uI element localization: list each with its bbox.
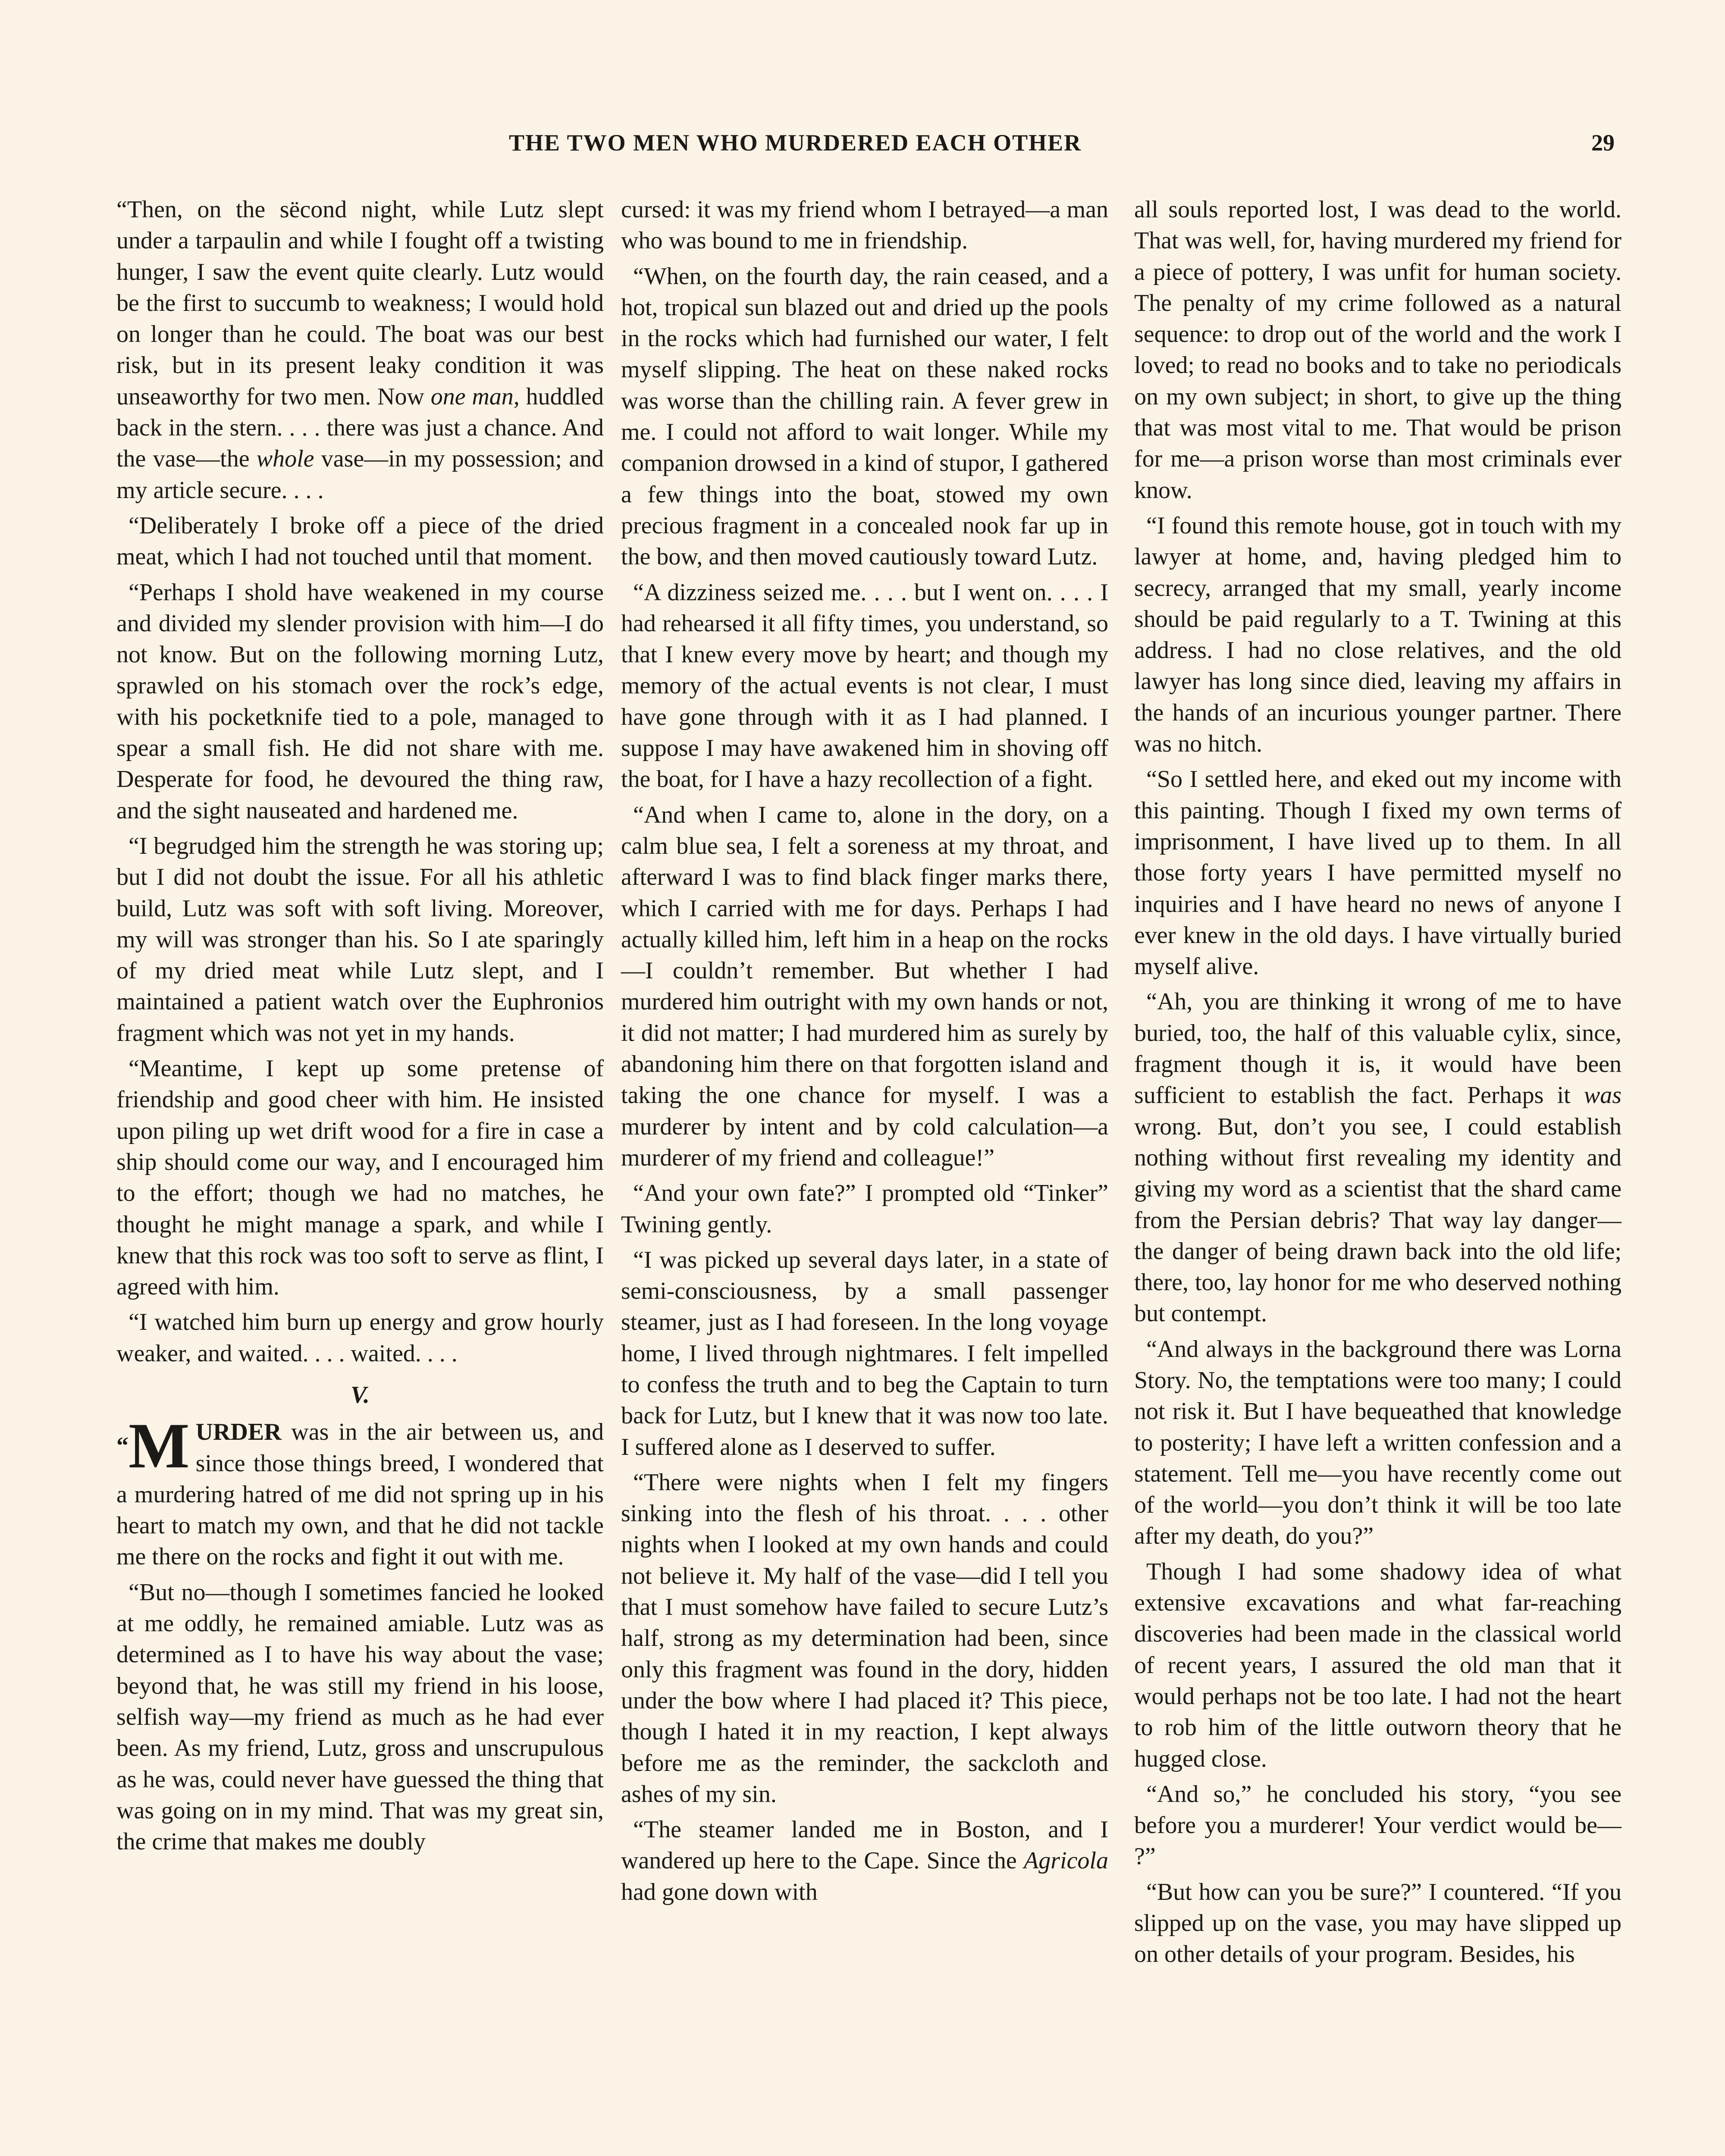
paragraph: “And your own fate?” I prompted old “Tinker” Twining gently.	[621, 1180, 1108, 1238]
paragraph	[116, 194, 604, 506]
paragraph	[621, 1814, 1108, 1908]
paragraph: “A dizziness seized me. . . . but I went on. . . . I had rehearsed it all fifty times, you understand, so that I knew every move by heart; and though my memory of the actual events is not clear, I must have gone through with it as I had planned. I suppose I may have awakened him in shoving off the boat, for I have a hazy recollection of a fight.	[621, 579, 1108, 793]
paragraph: “Meantime, I kept up some pretense of friendship and good cheer with him. He insisted upon piling up wet drift wood for a fire in case a ship should come our way, and I encouraged him to the effort; though we had no matches, he thought he might manage a spark, and while I knew that this rock was too soft to serve as flint, I agreed with him.	[116, 1055, 604, 1300]
paragraph: “There were nights when I felt my fingers sinking into the flesh of his throat. . . . other nights when I looked at my own hands and could not believe it. My half of the vase—did I tell you that I must somehow have failed to secure Lutz’s half, strong as my determination had been, since only this fragment was found in the dory, hidden under the bow where I had placed it? This piece, though I hated it in my reaction, I kept always before me as the reminder, the sackcloth and ashes of my sin.	[621, 1469, 1108, 1808]
paragraph: “I begrudged him the strength he was storing up; but I did not doubt the issue. For all his athletic build, Lutz was soft with soft living. Moreover, my will was stronger than his. So I ate sparingly of my dried meat while Lutz slept, and I maintained a patient watch over the Euphronios fragment which was not yet in my hands.	[116, 832, 604, 1047]
page-number: 29	[1591, 130, 1615, 156]
opening-quote: “	[116, 1432, 129, 1460]
paragraph-text: wrong. But, don’t you see, I could establish nothing without first revealing my identity and giving my word as a scientist that the shard came from the Persian debris? That way lay danger—the danger of being drawn back into the old life; there, too, lay honor for me who deserved nothing but contempt.	[1134, 1113, 1622, 1327]
paragraph-with-dropcap	[116, 1410, 604, 1572]
paragraph-text: “Then, on the sëcond night, while Lutz slept under a tarpaulin and while I fought off a twisting hunger, I saw the event quite clearly. Lutz would be the first to succumb to weakness; I would hold on longer than he could. The boat was our best risk, but in its present leaky condition it was unseaworthy for two men. Now	[116, 196, 604, 410]
paragraph-text: “The steamer landed me in Boston, and I wandered up here to the Cape. Since the	[621, 1816, 1108, 1874]
paragraph: “Deliberately I broke off a piece of the dried meat, which I had not touched until that moment.	[116, 512, 604, 570]
paragraph: “And always in the background there was Lorna Story. No, the temptations were too many; I could not risk it. But I have bequeathed that knowledge to posterity; I have left a written confession and a statement. Tell me—you have recently come out of the world—you don’t think it will be too late after my death, do you?”	[1134, 1335, 1622, 1550]
emphasis-text: Agricola	[1024, 1847, 1108, 1874]
lead-in-caps: URDER	[195, 1419, 282, 1446]
drop-cap	[116, 1410, 190, 1482]
paragraph: “And when I came to, alone in the dory, on a calm blue sea, I felt a soreness at my throat, and afterward I was to find black finger marks there, which I carried with me for days. Perhaps I had actually killed him, left him in a heap on the rocks—I couldn’t remember. But whether I had murdered him outright with my own hands or not, it did not matter; I had murdered him as surely by abandoning him there on that forgotten island and taking the one chance for myself. I was a murderer by intent and by cold calculation—a murderer of my friend and colleague!”	[621, 801, 1108, 1171]
section-heading: V.	[350, 1381, 370, 1408]
paragraph-text: huddled back in the stern. . . . there was just a chance. And the vase—the	[116, 383, 604, 473]
paragraph: “But no—though I sometimes fancied he looked at me oddly, he remained amiable. Lutz was as determined as I to have his way about the vase; beyond that, he was still my friend in his loose, selfish way—my friend as much as he had ever been. As my friend, Lutz, gross and unscrupulous as he was, could never have guessed the thing that was going on in my mind. That was my great sin, the crime that makes me doubly	[116, 1579, 604, 1855]
paragraph: “And so,” he concluded his story, “you see before you a murderer! Your verdict would be— ?”	[1134, 1780, 1622, 1870]
paragraph-text: had gone down with	[621, 1878, 818, 1905]
paragraph: “I watched him burn up energy and grow hourly weaker, and waited. . . . waited. . . .	[116, 1309, 604, 1367]
paragraph: cursed: it was my friend whom I betrayed—a man who was bound to me in friendship.	[621, 196, 1108, 254]
emphasis-text: whole	[256, 445, 314, 473]
paragraph: “So I settled here, and eked out my income with this painting. Though I fixed my own terms of imprisonment, I have lived up to them. In all those forty years I have permitted myself no inquiries and I have heard no news of anyone I ever knew in the old days. I have virtually buried myself alive.	[1134, 766, 1622, 980]
text-column-2	[621, 194, 1108, 1912]
text-column-1	[116, 194, 604, 1861]
paragraph-text: “Ah, you are thinking it wrong of me to have buried, too, the half of this valuable cylix, since, fragment though it is, it would have been sufficient to establish the fact. Perhaps it	[1134, 988, 1622, 1109]
paragraph-text: was in the air between us, and since those things breed, I wondered that a murdering hatred of me did not spring up in his heart to match my own, and that he did not tackle me there on the rocks and fight it out with me.	[116, 1419, 604, 1570]
running-head	[0, 129, 1725, 164]
text-column-3	[1134, 194, 1622, 1974]
paragraph: “Perhaps I shold have weakened in my course and divided my slender provision with him—I do not know. But on the following morning Lutz, sprawled on his stomach over the rock’s edge, with his pocketknife tied to a pole, managed to spear a small fish. He did not share with me. Desperate for food, he devoured the thing raw, and the sight nauseated and hardened me.	[116, 579, 604, 824]
emphasis-text: one man,	[430, 383, 520, 410]
emphasis-text: was	[1584, 1082, 1622, 1109]
drop-cap-letter: M	[129, 1410, 190, 1482]
paragraph: “I found this remote house, got in touch with my lawyer at home, and, having pledged him to secrecy, arranged that my small, yearly income should be paid regularly to a T. Twining at this address. I had no close relatives, and the old lawyer has long since died, leaving my affairs in the hands of an incurious younger partner. There was no hitch.	[1134, 512, 1622, 758]
paragraph-text: vase—in my possession; and my article secure. . . .	[116, 445, 604, 504]
paragraph	[1134, 986, 1622, 1329]
paragraph: “I was picked up several days later, in a state of semi-consciousness, by a small passenger steamer, just as I had foreseen. In the long voyage home, I lived through nightmares. I felt impelled to confess the truth and to beg the Captain to turn back for Lutz, but I knew that it was now too late. I suffered alone as I deserved to suffer.	[621, 1246, 1108, 1460]
paragraph: Though I had some shadowy idea of what extensive excavations and what far-reaching discoveries had been made in the classical world of recent years, I assured the old man that it would perhaps not be too late. I had not the heart to rob him of the little outworn theory that he hugged close.	[1134, 1558, 1622, 1772]
running-title: THE TWO MEN WHO MURDERED EACH OTHER	[509, 130, 1082, 156]
paragraph: all souls reported lost, I was dead to the world. That was well, for, having murdered my friend for a piece of pottery, I was unfit for human society. The penalty of my crime followed as a natural sequence: to drop out of the world and the work I loved; to read no books and to take no periodicals on my own subject; in short, to give up the thing that was most vital to me. That would be prison for me—a prison worse than most criminals ever know.	[1134, 196, 1622, 504]
paragraph: “When, on the fourth day, the rain ceased, and a hot, tropical sun blazed out and dried up the pools in the rocks which had furnished our water, I felt myself slipping. The heat on these naked rocks was worse than the chilling rain. A fever grew in me. I could not afford to wait longer. While my companion drowsed in a kind of stupor, I gathered a few things into the boat, stowed my own precious fragment in a concealed nook far up in the bow, and then moved cautiously toward Lutz.	[621, 263, 1108, 570]
paragraph: “But how can you be sure?” I countered. “If you slipped up on the vase, you may have slipped up on other details of your program. Besides, his	[1134, 1878, 1622, 1968]
